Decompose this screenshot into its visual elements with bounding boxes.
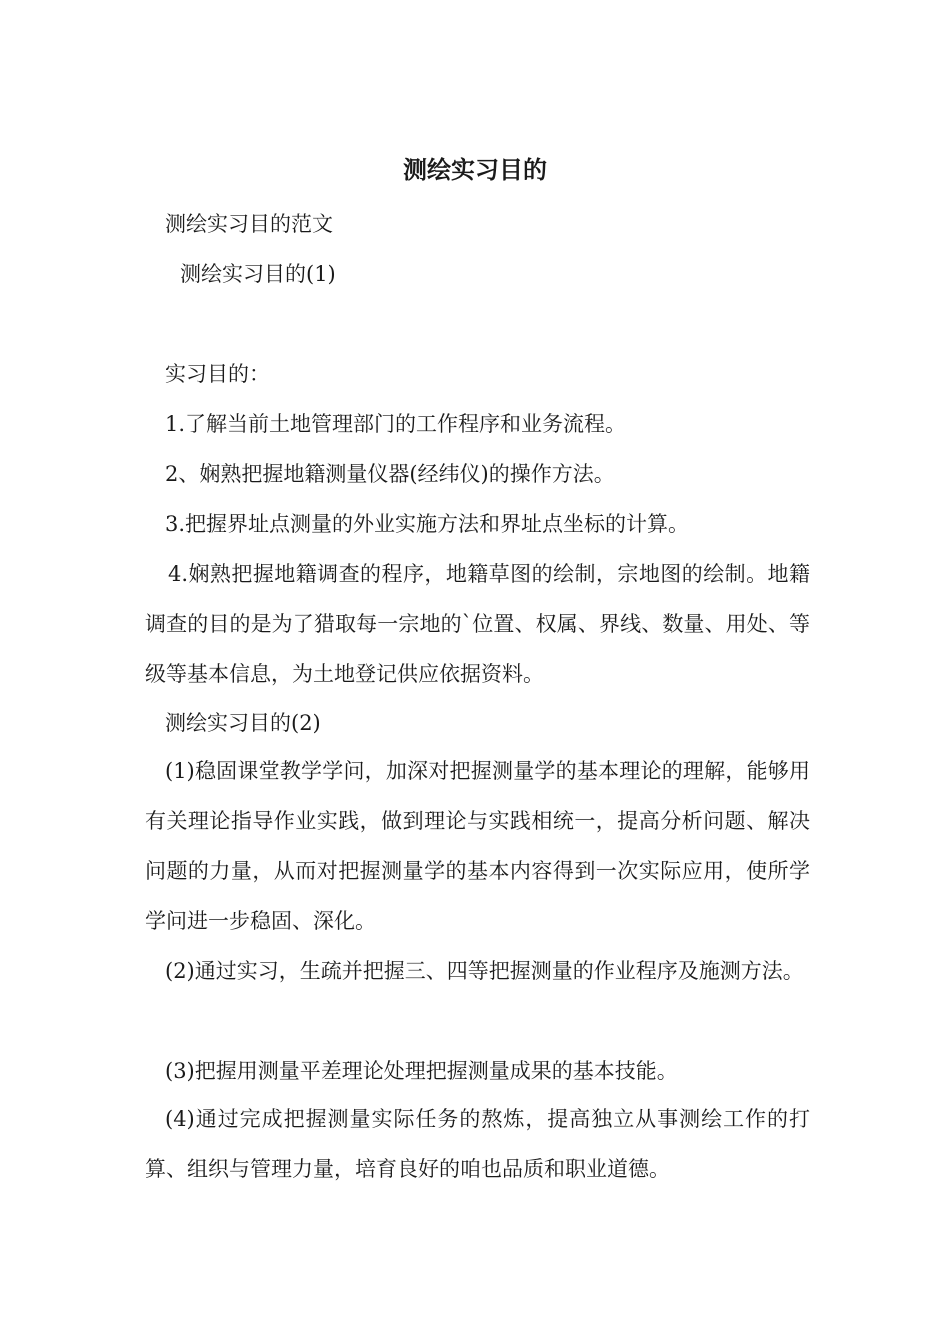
document-title: 测绘实习目的 <box>403 155 547 184</box>
paragraph: (1)稳固课堂教学学问，加深对把握测量学的基本理论的理解，能够用有关理论指导作业实践，做到理论与实践相统一，提高分析问题、解决问题的力量，从而对把握测量学的基本内容得到一次实际应用，使所学学问进一步稳固、深化。 <box>145 759 810 933</box>
document-subtitle: 测绘实习目的范文 <box>165 212 333 236</box>
section-heading-2: 测绘实习目的(2) <box>165 711 321 735</box>
list-item: 4.娴熟把握地籍调查的程序，地籍草图的绘制，宗地图的绘制。地籍调查的目的是为了猎取每一宗地的`位置、权属、界线、数量、用处、等级等基本信息，为土地登记供应依据资料。 <box>145 562 810 686</box>
section-heading-1: 测绘实习目的(1) <box>180 262 336 286</box>
list-item: 3.把握界址点测量的外业实施方法和界址点坐标的计算。 <box>165 512 690 536</box>
paragraph: (2)通过实习，生疏并把握三、四等把握测量的作业程序及施测方法。 <box>165 959 804 983</box>
list-item: 2、娴熟把握地籍测量仪器(经纬仪)的操作方法。 <box>165 462 615 486</box>
paragraph: (4)通过完成把握测量实际任务的熬炼，提高独立从事测绘工作的打算、组织与管理力量，培育良好的咱也品质和职业道德。 <box>145 1107 810 1181</box>
paragraph: (3)把握用测量平差理论处理把握测量成果的基本技能。 <box>165 1059 678 1083</box>
purpose-label: 实习目的： <box>165 362 270 386</box>
list-item: 1.了解当前土地管理部门的工作程序和业务流程。 <box>165 412 627 436</box>
